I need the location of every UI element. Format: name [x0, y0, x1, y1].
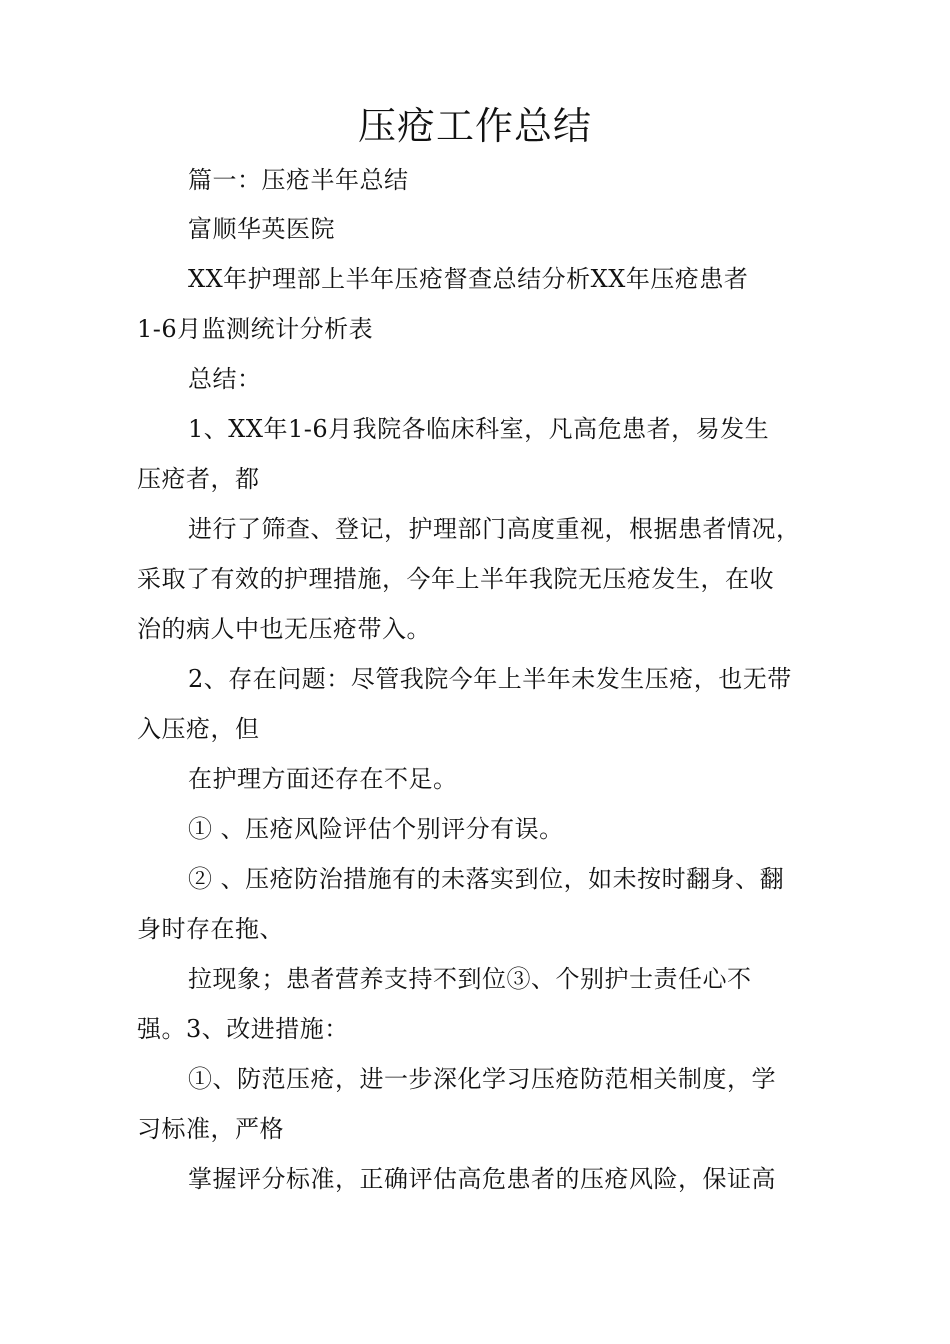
paragraph-line: 强。3、改进措施： [137, 1015, 349, 1043]
report-title-line-1: XX年护理部上半年压疮督查总结分析XX年压疮患者 [188, 265, 749, 293]
paragraph-line: 治的病人中也无压疮带入。 [137, 615, 431, 643]
paragraph-line: 压疮者，都 [137, 465, 260, 493]
paragraph-line: 进行了筛查、登记，护理部门高度重视，根据患者情况， [188, 515, 801, 543]
paragraph-line: 掌握评分标准，正确评估高危患者的压疮风险，保证高 [188, 1165, 776, 1193]
list-item: ① 、压疮风险评估个别评分有误。 [188, 815, 564, 843]
hospital-name: 富顺华英医院 [188, 215, 335, 243]
list-item: ①、防范压疮，进一步深化学习压疮防范相关制度，学 [188, 1065, 776, 1093]
list-item: ② 、压疮防治措施有的未落实到位，如未按时翻身、翻 [188, 865, 785, 893]
paragraph-line: 在护理方面还存在不足。 [188, 765, 458, 793]
summary-label: 总结： [188, 365, 262, 393]
paragraph-line: 入压疮，但 [137, 715, 260, 743]
document-title: 压疮工作总结 [357, 104, 592, 148]
paragraph-line: 拉现象；患者营养支持不到位③、个别护士责任心不 [188, 965, 752, 993]
section-heading: 篇一：压疮半年总结 [188, 166, 409, 194]
paragraph-line: 采取了有效的护理措施，今年上半年我院无压疮发生，在收 [137, 565, 774, 593]
paragraph-line: 2、存在问题：尽管我院今年上半年未发生压疮，也无带 [188, 665, 792, 693]
paragraph-line: 习标准，严格 [137, 1115, 284, 1143]
paragraph-line: 1、XX年1-6月我院各临床科室，凡高危患者，易发生 [188, 415, 770, 443]
paragraph-line: 身时存在拖、 [137, 915, 284, 943]
report-title-line-2: 1-6月监测统计分析表 [137, 315, 374, 343]
